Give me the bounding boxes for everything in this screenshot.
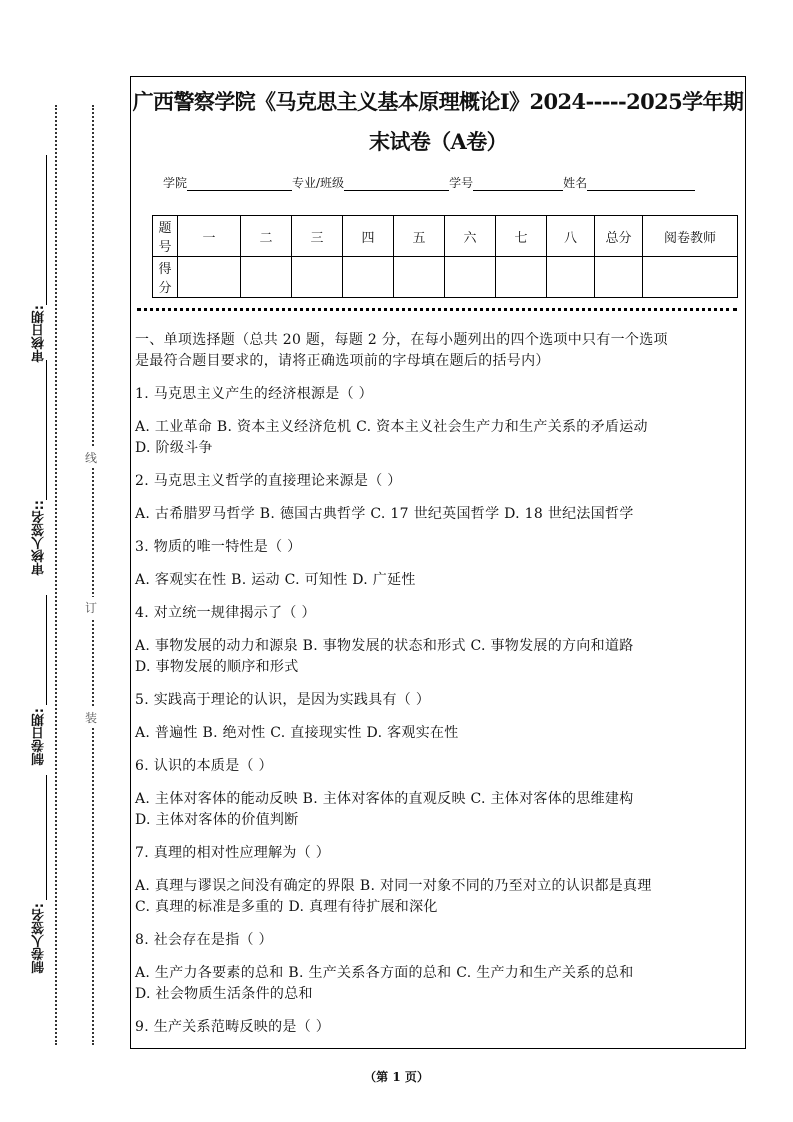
exam-title-line2: 末试卷（A卷） — [368, 129, 508, 154]
option-line: C. 真理的标准是多重的 D. 真理有待扩展和深化 — [135, 899, 438, 915]
option-line: A. 主体对客体的能动反映 B. 主体对客体的直观反映 C. 主体对客体的思维建构 — [135, 791, 634, 807]
separator-dots — [137, 308, 737, 311]
table-row — [153, 216, 738, 257]
question-stem: 1. 马克思主义产生的经济根源是（ ） — [135, 386, 373, 402]
signature-line — [46, 595, 47, 705]
option-line: D. 主体对客体的价值判断 — [135, 812, 299, 828]
question-options — [135, 504, 740, 525]
major-label: 专业/班级 — [292, 176, 345, 190]
option-line: A. 工业革命 B. 资本主义经济危机 C. 资本主义社会生产力和生产关系的矛盾运动 — [135, 419, 648, 435]
major-field[interactable] — [344, 178, 449, 191]
question-options — [135, 876, 740, 918]
question-options — [135, 789, 740, 831]
exam-title-line1: 广西警察学院《马克思主义基本原理概论Ⅰ》2024-----2025学年期 — [132, 89, 744, 114]
binding-char: 订 — [85, 597, 97, 618]
binding-char: 线 — [85, 447, 97, 468]
signature-line — [46, 360, 47, 500]
name-label: 姓名 — [563, 176, 588, 190]
student-id-label: 学号 — [449, 176, 474, 190]
table-cell: 题号 — [153, 216, 178, 257]
score-cell[interactable] — [178, 257, 241, 298]
score-cell[interactable] — [292, 257, 343, 298]
option-line: A. 客观实在性 B. 运动 C. 可知性 D. 广延性 — [135, 572, 416, 588]
cut-line-outer — [55, 105, 57, 1045]
question-stem: 5. 实践高于理论的认识，是因为实践具有（ ） — [135, 692, 431, 708]
score-cell[interactable] — [643, 257, 738, 298]
table-row — [153, 257, 738, 298]
question-stem: 7. 真理的相对性应理解为（ ） — [135, 845, 331, 861]
score-cell[interactable] — [496, 257, 547, 298]
question-stem: 3. 物质的唯一特性是（ ） — [135, 539, 302, 555]
table-cell: 一 — [178, 216, 241, 257]
binding-line — [92, 105, 94, 1045]
option-line: A. 生产力各要素的总和 B. 生产关系各方面的总和 C. 生产力和生产关系的总和 — [135, 965, 634, 981]
option-line: A. 事物发展的动力和源泉 B. 事物发展的状态和形式 C. 事物发展的方向和道路 — [135, 638, 634, 654]
intro-line: 一、单项选择题（总共 20 题，每题 2 分，在每小题列出的四个选项中只有一个选项 — [135, 332, 668, 348]
question-options — [135, 417, 740, 459]
table-cell: 五 — [394, 216, 445, 257]
question-stem: 8. 社会存在是指（ ） — [135, 932, 273, 948]
table-cell: 总分 — [595, 216, 643, 257]
maker-signature-label: 制卷人签名: — [32, 903, 47, 974]
table-cell: 七 — [496, 216, 547, 257]
score-cell[interactable] — [445, 257, 496, 298]
intro-line: 是最符合题目要求的，请将正确选项前的字母填在题后的括号内） — [135, 353, 550, 369]
question-options — [135, 636, 740, 678]
student-id-field[interactable] — [473, 178, 563, 191]
option-line: A. 古希腊罗马哲学 B. 德国古典哲学 C. 17 世纪英国哲学 D. 18 世纪法国哲学 — [135, 506, 634, 522]
score-cell[interactable] — [343, 257, 394, 298]
option-line: D. 社会物质生活条件的总和 — [135, 986, 313, 1002]
table-cell: 六 — [445, 216, 496, 257]
option-line: D. 阶级斗争 — [135, 440, 213, 456]
question-stem: 6. 认识的本质是（ ） — [135, 758, 273, 774]
reviewer-signature-label: 审核人签名:: — [32, 500, 47, 576]
review-date-label: 审核日期: — [32, 305, 47, 363]
make-date-label: 制卷日期: — [32, 708, 47, 766]
signature-line — [46, 775, 47, 900]
option-line: A. 真理与谬误之间没有确定的界限 B. 对同一对象不同的乃至对立的认识都是真理 — [135, 878, 652, 894]
binding-char: 装 — [85, 707, 97, 728]
option-line: D. 事物发展的顺序和形式 — [135, 659, 299, 675]
score-table — [152, 215, 738, 298]
score-cell[interactable] — [394, 257, 445, 298]
table-cell: 八 — [547, 216, 595, 257]
score-cell[interactable] — [595, 257, 643, 298]
table-cell: 阅卷教师 — [643, 216, 738, 257]
option-line: A. 普遍性 B. 绝对性 C. 直接现实性 D. 客观实在性 — [135, 725, 459, 741]
student-info — [163, 174, 695, 191]
table-cell: 得分 — [153, 257, 178, 298]
section-intro — [135, 330, 740, 372]
question-section — [135, 330, 740, 1038]
page-number: （第 1 页） — [364, 1070, 429, 1084]
table-cell: 四 — [343, 216, 394, 257]
question-stem: 2. 马克思主义哲学的直接理论来源是（ ） — [135, 473, 402, 489]
signature-line — [46, 155, 47, 305]
name-field[interactable] — [587, 178, 695, 191]
table-cell: 三 — [292, 216, 343, 257]
question-stem: 9. 生产关系范畴反映的是（ ） — [135, 1019, 331, 1035]
score-cell[interactable] — [241, 257, 292, 298]
college-label: 学院 — [163, 176, 188, 190]
question-options — [135, 963, 740, 1005]
question-options — [135, 723, 740, 744]
college-field[interactable] — [187, 178, 292, 191]
score-cell[interactable] — [547, 257, 595, 298]
question-stem: 4. 对立统一规律揭示了（ ） — [135, 605, 316, 621]
question-options — [135, 570, 740, 591]
table-cell: 二 — [241, 216, 292, 257]
